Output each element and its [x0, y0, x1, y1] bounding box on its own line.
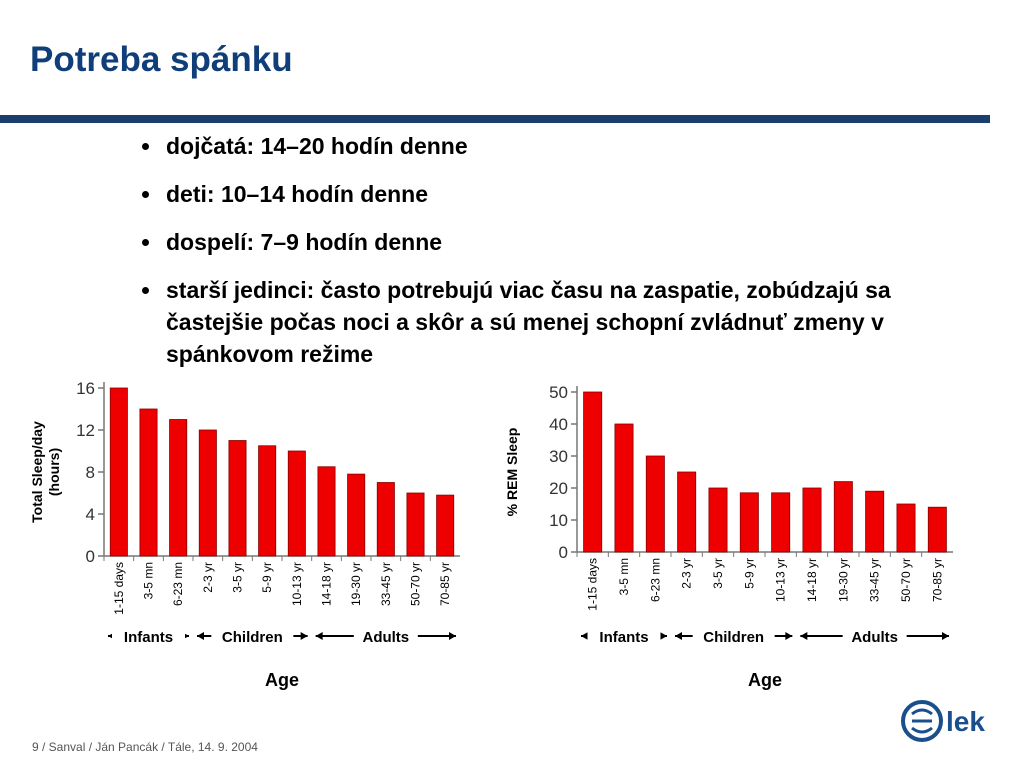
bar — [199, 430, 216, 556]
y-tick-label: 0 — [85, 547, 95, 566]
x-axis-title: Age — [747, 670, 783, 690]
bullet-item — [138, 178, 898, 210]
x-tick-label: 6-23 mn — [171, 562, 186, 607]
x-tick-label: 50-70 yr — [899, 558, 913, 603]
y-axis-title-line: % REM Sleep — [504, 427, 520, 517]
bullet-text: deti: 10–14 hodín denne — [166, 181, 428, 207]
x-tick-label: 19-30 yr — [349, 562, 364, 607]
x-tick-label: 70-85 yr — [930, 558, 945, 603]
bar — [259, 446, 276, 556]
y-tick-label: 40 — [549, 415, 568, 434]
x-tick-label: 33-45 yr — [378, 562, 393, 607]
x-tick-label: 50-70 yr — [408, 562, 423, 607]
slide-title: Potreba spánku — [30, 40, 293, 79]
bar — [110, 388, 127, 556]
bullet-item — [138, 274, 898, 370]
bullet-text: starší jedinci: často potrebujú viac času na zaspatie, zobúdzajú sa častejšie počas noci a skôr a sú menej schopní zvládnuť zmeny v spánkovom režime — [166, 277, 891, 367]
group-arrow-right-icon — [301, 632, 308, 640]
y-axis-title-line: (hours) — [46, 447, 62, 497]
x-tick-label: 2-3 yr — [200, 562, 215, 593]
x-tick-label: 10-13 yr — [289, 562, 304, 607]
bullet-item — [138, 226, 898, 258]
bar — [615, 424, 633, 552]
rem-sleep-chart — [495, 372, 975, 702]
bullet-dot-icon — [142, 287, 149, 294]
x-tick-label: 3-5 yr — [711, 558, 725, 589]
group-arrow-left-icon — [197, 632, 204, 640]
bar — [288, 451, 305, 556]
bullet-text: dospelí: 7–9 hodín denne — [166, 229, 443, 255]
y-tick-label: 4 — [85, 505, 95, 524]
bar — [709, 488, 727, 552]
y-tick-label: 10 — [549, 511, 568, 530]
bar — [140, 409, 157, 556]
y-axis-title — [504, 428, 520, 517]
bullet-dot-icon — [142, 143, 149, 150]
group-arrow-right-icon — [785, 632, 792, 640]
group-arrow-left-icon — [800, 632, 807, 640]
bar — [646, 456, 664, 552]
x-tick-label: 1-15 days — [111, 562, 126, 615]
bullet-dot-icon — [142, 191, 149, 198]
bar — [348, 474, 365, 556]
y-tick-label: 20 — [549, 479, 568, 498]
bar — [437, 495, 454, 556]
y-tick-label: 12 — [76, 421, 95, 440]
group-arrow-left-icon — [316, 632, 323, 640]
bar — [678, 472, 696, 552]
bar — [318, 467, 335, 556]
x-tick-label: 2-3 yr — [679, 558, 694, 589]
bar — [928, 507, 946, 552]
bar — [834, 482, 852, 552]
bullet-list — [138, 130, 898, 386]
y-tick-label: 8 — [85, 463, 95, 482]
bar — [866, 491, 884, 552]
x-tick-label: 5-9 yr — [742, 558, 757, 589]
title-underline-rule — [0, 115, 990, 123]
bar — [170, 420, 187, 557]
group-label: Infants — [599, 629, 649, 646]
bar — [897, 504, 915, 552]
group-label: Adults — [362, 629, 410, 646]
bullet-text: dojčatá: 14–20 hodín denne — [166, 133, 468, 159]
x-tick-label: 3-5 mn — [141, 562, 156, 600]
y-axis-title-line: Total Sleep/day — [29, 421, 45, 523]
x-tick-label: 19-30 yr — [836, 558, 851, 603]
bar — [229, 441, 246, 557]
bar — [803, 488, 821, 552]
x-tick-label: 10-13 yr — [773, 558, 788, 603]
y-axis-title — [29, 421, 62, 523]
bullet-item — [138, 130, 898, 162]
y-tick-label: 30 — [549, 447, 568, 466]
x-tick-label: 3-5 mn — [617, 558, 631, 596]
group-label: Children — [221, 629, 283, 646]
bar — [377, 483, 394, 557]
group-label: Adults — [851, 629, 899, 646]
logo-text: lek — [946, 706, 985, 737]
lek-logo-mark-icon — [900, 698, 1000, 744]
y-tick-label: 0 — [558, 543, 568, 562]
x-tick-label: 3-5 yr — [230, 562, 245, 593]
slide-footer: 9 / Sanval / Ján Pancák / Tále, 14. 9. 2004 — [32, 740, 258, 754]
y-tick-label: 50 — [549, 383, 568, 402]
group-arrow-right-icon — [449, 632, 456, 640]
bar — [584, 392, 602, 552]
x-tick-label: 1-15 days — [585, 558, 600, 611]
group-arrow-right-icon — [660, 632, 667, 640]
bar — [740, 493, 758, 552]
bullet-dot-icon — [142, 239, 149, 246]
group-arrow-right-icon — [942, 632, 949, 640]
x-tick-label: 14-18 yr — [805, 558, 819, 603]
x-tick-label: 33-45 yr — [867, 558, 882, 603]
lek-logo — [900, 698, 1000, 744]
group-arrow-left-icon — [675, 632, 682, 640]
group-label: Infants — [123, 629, 174, 646]
x-tick-label: 14-18 yr — [319, 562, 334, 607]
y-tick-label: 16 — [76, 379, 95, 398]
x-tick-label: 6-23 mn — [648, 558, 663, 603]
group-label: Children — [703, 629, 765, 646]
group-arrow-left-icon — [581, 632, 588, 640]
x-tick-label: 5-9 yr — [260, 562, 275, 593]
x-axis-title: Age — [264, 670, 300, 690]
x-tick-label: 70-85 yr — [438, 562, 453, 607]
bar — [772, 493, 790, 552]
bar — [407, 493, 424, 556]
total-sleep-chart — [20, 372, 470, 702]
